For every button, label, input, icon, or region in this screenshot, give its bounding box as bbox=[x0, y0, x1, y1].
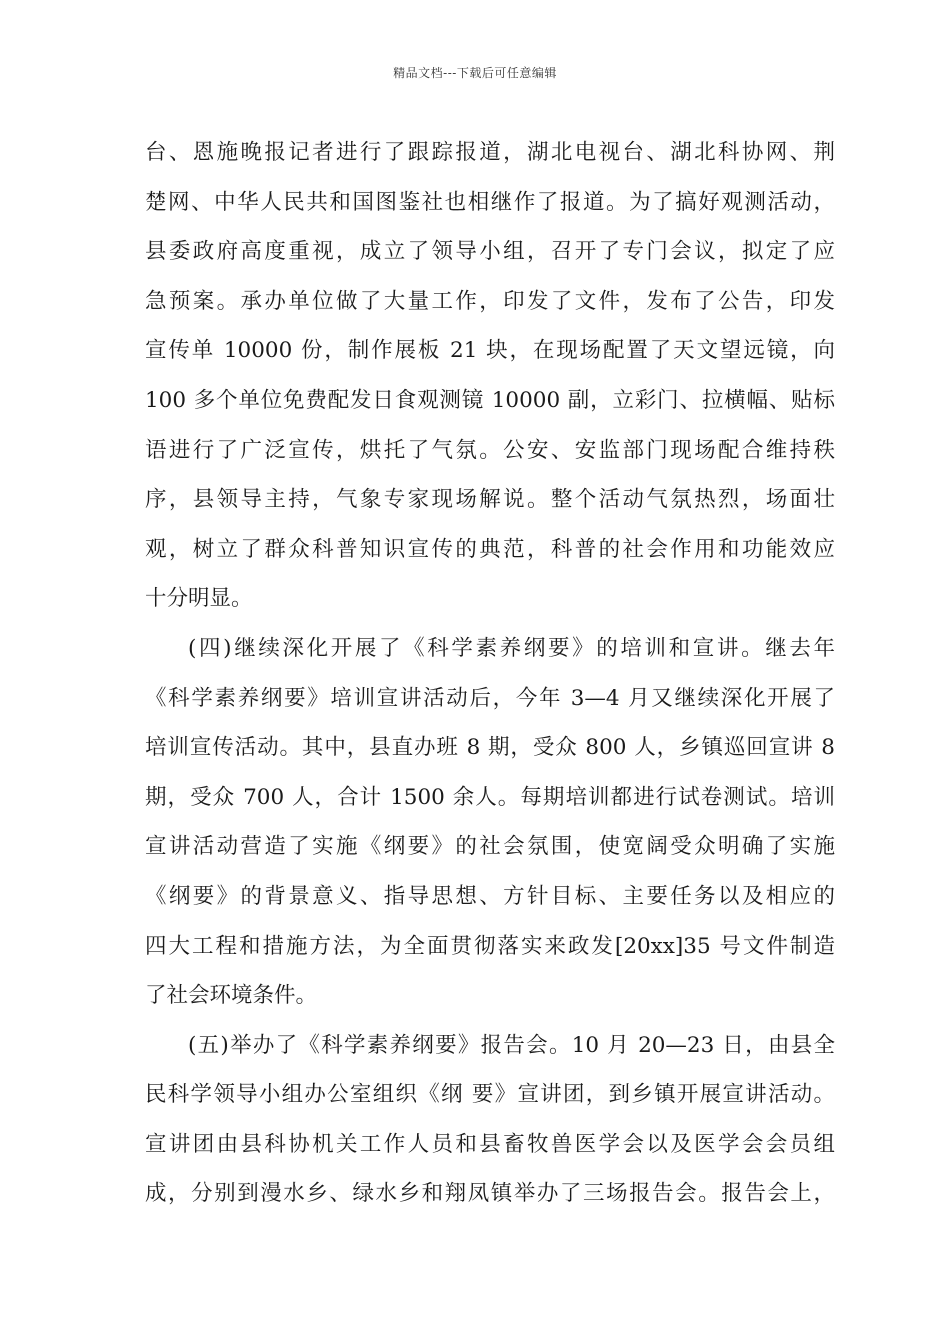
text-line: 四大工程和措施方法，为全面贯彻落实来政发[20xx]35 号文件制造 bbox=[145, 933, 835, 959]
paragraph-first-line: (四)继续深化开展了《科学素养纲要》的培训和宣讲。继去年 bbox=[188, 635, 835, 661]
text-line: 楚网、中华人民共和国图鉴社也相继作了报道。为了搞好观测活动， bbox=[145, 189, 835, 215]
paragraph-first-line: (五)举办了《科学素养纲要》报告会。10 月 20—23 日，由县全 bbox=[188, 1032, 835, 1058]
text-line: 民科学领导小组办公室组织《纲 要》宣讲团，到乡镇开展宣讲活动。 bbox=[145, 1082, 835, 1108]
text-line: 县委政府高度重视，成立了领导小组，召开了专门会议，拟定了应 bbox=[145, 239, 835, 265]
text-line: 宣传单 10000 份，制作展板 21 块，在现场配置了天文望远镜，向 bbox=[145, 338, 835, 364]
text-line: 十分明显。 bbox=[145, 586, 253, 612]
text-line: 台、恩施晚报记者进行了跟踪报道，湖北电视台、湖北科协网、荆 bbox=[145, 140, 835, 165]
text-line: 100 多个单位免费配发日食观测镜 10000 副，立彩门、拉横幅、贴标 bbox=[145, 387, 835, 413]
text-line: 《纲要》的背景意义、指导思想、方针目标、主要任务以及相应的 bbox=[145, 883, 835, 909]
document-body bbox=[145, 128, 835, 1219]
text-line: 语进行了广泛宣传，烘托了气氛。公安、安监部门现场配合维持秩 bbox=[145, 437, 835, 463]
text-line: 序，县领导主持，气象专家现场解说。整个活动气氛热烈，场面壮 bbox=[145, 487, 835, 513]
text-line: 成，分别到漫水乡、绿水乡和翔凤镇举办了三场报告会。报告会上， bbox=[145, 1181, 835, 1207]
text-line: 了社会环境条件。 bbox=[145, 983, 318, 1009]
text-line: 期，受众 700 人，合计 1500 余人。每期培训都进行试卷测试。培训 bbox=[145, 784, 835, 810]
page-header: 精品文档---下载后可任意编辑 bbox=[393, 66, 557, 80]
text-line: 急预案。承办单位做了大量工作，印发了文件，发布了公告，印发 bbox=[145, 288, 835, 314]
text-line: 《科学素养纲要》培训宣讲活动后，今年 3—4 月又继续深化开展了 bbox=[145, 685, 835, 711]
text-line: 观，树立了群众科普知识宣传的典范，科普的社会作用和功能效应 bbox=[145, 536, 835, 562]
text-line: 宣讲活动营造了实施《纲要》的社会氛围，使宽阔受众明确了实施 bbox=[145, 834, 835, 860]
text-line: 宣讲团由县科协机关工作人员和县畜牧兽医学会以及医学会会员组 bbox=[145, 1131, 835, 1157]
text-line: 培训宣传活动。其中，县直办班 8 期，受众 800 人，乡镇巡回宣讲 8 bbox=[145, 735, 835, 761]
